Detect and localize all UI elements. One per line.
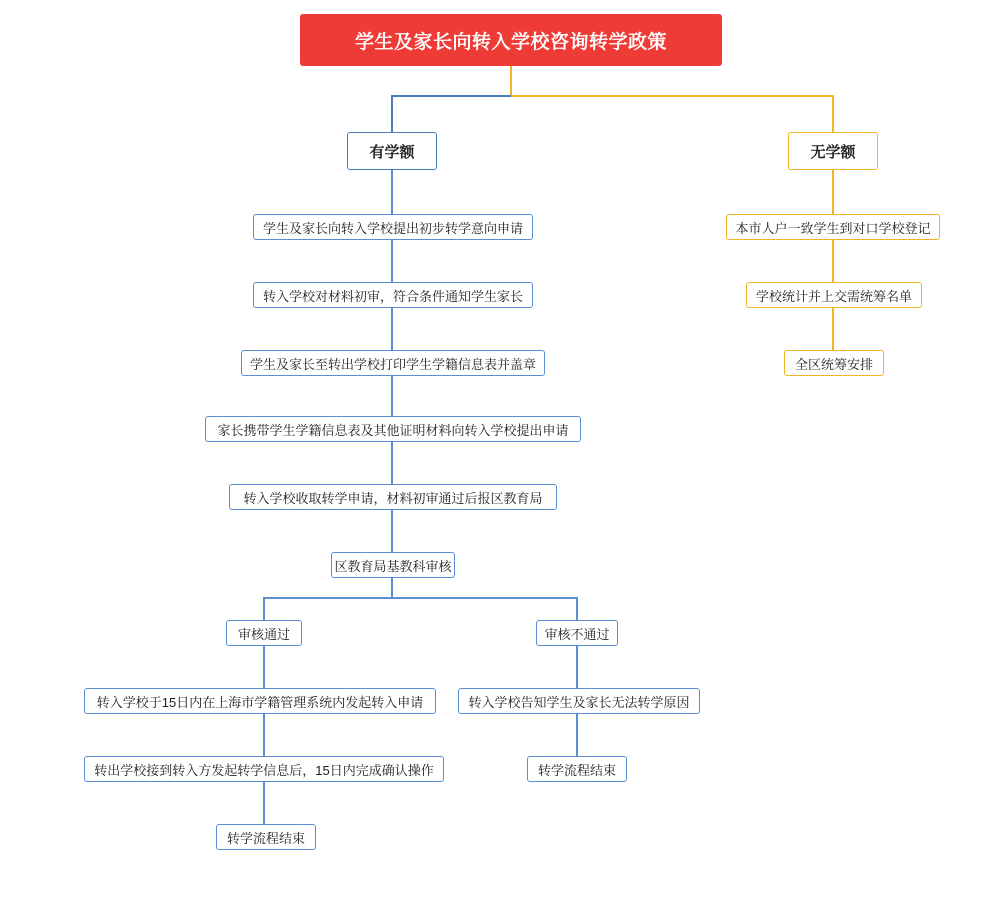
flow-node-l5: 转入学校收取转学申请，材料初审通过后报区教育局: [229, 484, 557, 510]
flow-node-p2: 转出学校接到转入方发起转学信息后，15日内完成确认操作: [84, 756, 444, 782]
flow-node-pass: 审核通过: [226, 620, 302, 646]
flow-node-p1: 转入学校于15日内在上海市学籍管理系统内发起转入申请: [84, 688, 436, 714]
flow-node-b1: 有学额: [347, 132, 437, 170]
flow-node-r2: 学校统计并上交需统筹名单: [746, 282, 922, 308]
flow-node-b2: 无学额: [788, 132, 878, 170]
flow-node-l6: 区教育局基教科审核: [331, 552, 455, 578]
flow-node-p3: 转学流程结束: [216, 824, 316, 850]
flow-node-l4: 家长携带学生学籍信息表及其他证明材料向转入学校提出申请: [205, 416, 581, 442]
flow-node-f1: 转入学校告知学生及家长无法转学原因: [458, 688, 700, 714]
flow-node-l1: 学生及家长向转入学校提出初步转学意向申请: [253, 214, 533, 240]
flow-node-r3: 全区统筹安排: [784, 350, 884, 376]
flow-node-r1: 本市人户一致学生到对口学校登记: [726, 214, 940, 240]
flow-node-fail: 审核不通过: [536, 620, 618, 646]
flow-node-root: 学生及家长向转入学校咨询转学政策: [300, 14, 722, 66]
flow-node-l2: 转入学校对材料初审，符合条件通知学生家长: [253, 282, 533, 308]
flow-node-f2: 转学流程结束: [527, 756, 627, 782]
flow-node-l3: 学生及家长至转出学校打印学生学籍信息表并盖章: [241, 350, 545, 376]
